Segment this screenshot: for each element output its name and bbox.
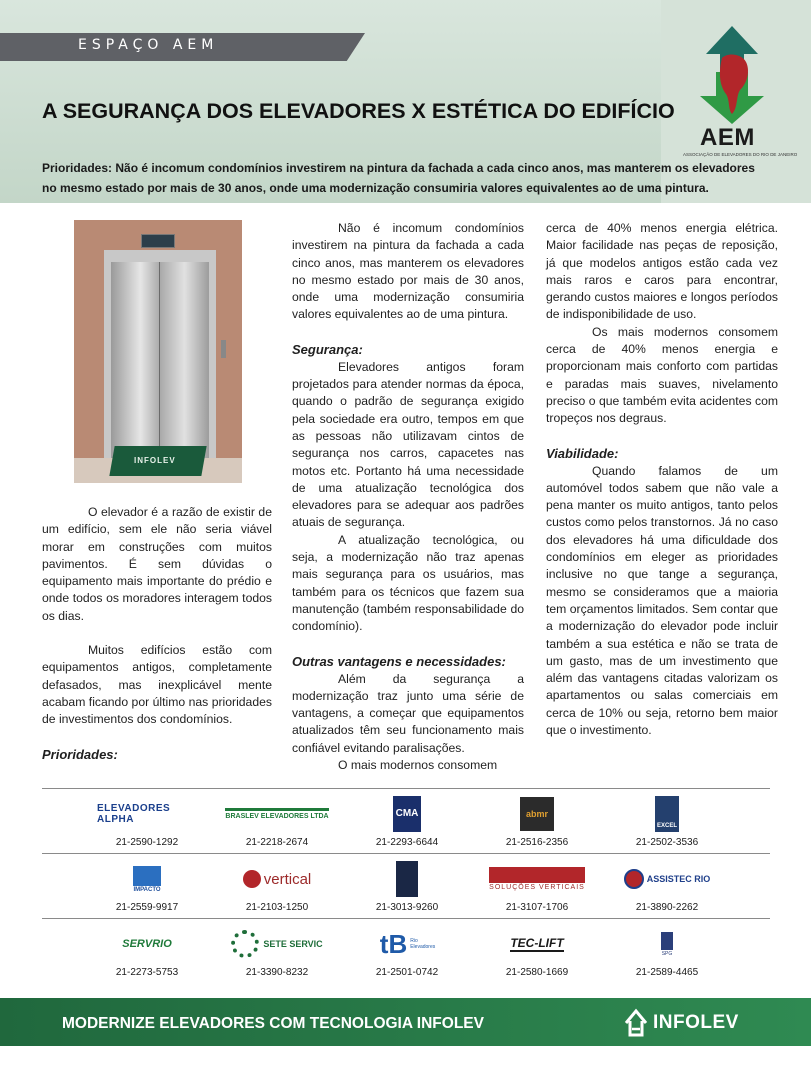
paragraph: Os mais modernos consomem cerca de 40% menos energia e proporcionam mais conforto com partidas e paradas mais suaves, nivelamento preciso o que também evita acidentes com tropeços nos degraus. — [546, 324, 778, 426]
heading-outras-vantagens: Outras vantagens e necessidades: — [292, 653, 506, 669]
company-phone: 21-2580-1669 — [505, 967, 569, 978]
paragraph: Quando falamos de um automóvel todos sabem que não vale a pena manter os muito antigos, tanto pelos custos como pelos transtornos. Já no caso dos elevadores há uma dificuldade dos condomínios em eleger as prioridades inclusive no que tange a segurança, mesmo se consideramos que a maioria tem orçamentos limitados. Sem contar que a modernização do elevador pode incluir também a sua estética e não se trata de um gasto, mas de um investimento que além das vantagens citadas valorizam os apartamentos ou salas comerciais em cerca de 10% ou seja, retorno bem maior que o investimento. — [546, 463, 778, 738]
call-button-panel — [221, 340, 226, 358]
paragraph: Não é incomum condomínios investirem na pintura da fachada a cada cinco anos, mas manterem os elevadores no mesmo estado por mais de 30 anos, onde uma modernização consumiria valores equivalentes ao de uma pintura. — [292, 221, 524, 322]
company-phone: 21-2218-2674 — [245, 837, 309, 848]
company-phone: 21-2502-3536 — [635, 837, 699, 848]
paragraph: Muitos edifícios estão com equipamentos antigos, completamente defasados, mas inexplicável mente acabam ficando por último nas prioridades de investimentos dos condomínios. — [42, 643, 272, 727]
company-phone: 21-2293-6644 — [375, 837, 439, 848]
company-row — [42, 855, 770, 917]
column-3 — [546, 220, 778, 739]
tec-lift-logo-icon: TEC-LIFT — [510, 936, 564, 950]
vertical-logo-icon: vertical — [227, 859, 327, 899]
company-dark-logo — [342, 855, 472, 917]
abmr-logo-icon: abmr — [487, 794, 587, 834]
paragraph: Além da segurança a modernização traz junto uma série de vantagens, a começar que equipamentos atualizados têm seu funcionamento mais confiável evitando paralisações. — [292, 671, 524, 755]
company-sete-servic — [212, 920, 342, 982]
section-label: ESPAÇO AEM — [78, 37, 219, 53]
article-lead: Prioridades: Não é incomum condomínios investirem na pintura da fachada a cada cinco anos, mas manterem os elevadores no mesmo estado por mais de 30 anos, onde uma modernização consumiria valores equivalentes ao de uma pintura. — [42, 161, 755, 195]
company-excel — [602, 790, 732, 852]
company-abmr — [472, 790, 602, 852]
cma-logo-icon: CMA — [357, 794, 457, 834]
solucoes-verticais-logo-icon: SOLUÇÕES VERTICAIS — [487, 859, 587, 899]
company-assistec — [602, 855, 732, 917]
company-phone: 21-2103-1250 — [245, 902, 309, 913]
elevator-photo — [74, 220, 242, 483]
floor-display — [141, 234, 175, 248]
paragraph: A atualização tecnológica, ou seja, a modernização não traz apenas mais segurança para os usuários, mas também para os técnicos que fazem sua manutenção (também responsabilidade do condomínio). — [292, 532, 524, 634]
company-cma — [342, 790, 472, 852]
company-servrio — [82, 920, 212, 982]
elevator-door-seam — [159, 262, 160, 462]
company-phone: 21-2589-4465 — [635, 967, 699, 978]
impacto-logo-icon: IMPACTO — [97, 859, 197, 899]
company-braslev — [212, 790, 342, 852]
assistec-logo-icon: ASSISTEC RIO — [617, 859, 717, 899]
company-row — [42, 790, 770, 852]
spg-logo-icon: SPG — [617, 924, 717, 964]
braslev-logo-icon: BRASLEV ELEVADORES LTDA — [227, 794, 327, 834]
company-phone: 21-2516-2356 — [505, 837, 569, 848]
divider — [42, 853, 770, 854]
company-phone: 21-3013-9260 — [375, 902, 439, 913]
company-tec-lift — [472, 920, 602, 982]
aem-logo-subtitle: ASSOCIAÇÃO DE ELEVADORES DO RIO DE JANEIRO — [683, 152, 798, 157]
company-vertical — [212, 855, 342, 917]
sete-servic-logo-icon: SETE SERVIC — [227, 924, 327, 964]
company-phone: 21-2501-0742 — [375, 967, 439, 978]
company-phone: 21-3107-1706 — [505, 902, 569, 913]
aem-logo-text: AEM — [700, 124, 755, 151]
company-phone: 21-3890-2262 — [635, 902, 699, 913]
company-alpha — [82, 790, 212, 852]
floor-mat-label: INFOLEV — [134, 456, 176, 465]
elevator-door — [111, 262, 209, 462]
heading-viabilidade: Viabilidade: — [546, 445, 619, 461]
paragraph: Elevadores antigos foram projetados para atender normas da época, quando o padrão de segurança exigido pela sociedade era outro, tempos em que as pessoas não utilizavam cintos de segurança nos carros, capacetes nas motos etc. Portanto há uma necessidade de uma atualização tecnológica dos elevadores para se adequar aos padrões atuais de segurança. — [292, 359, 524, 530]
article-title: A SEGURANÇA DOS ELEVADORES X ESTÉTICA DO EDIFÍCIO — [42, 99, 675, 123]
footer-slogan: MODERNIZE ELEVADORES COM TECNOLOGIA INFOLEV — [62, 1015, 484, 1032]
company-row — [42, 920, 770, 982]
heading-prioridades: Prioridades: — [42, 746, 118, 762]
company-phone: 21-3390-8232 — [245, 967, 309, 978]
column-2 — [292, 220, 524, 774]
company-solucoes-verticais — [472, 855, 602, 917]
company-phone: 21-2559-9917 — [115, 902, 179, 913]
column-1 — [42, 504, 272, 764]
heading-seguranca: Segurança: — [292, 341, 363, 357]
divider — [42, 788, 770, 789]
footer-brand: INFOLEV — [653, 1012, 739, 1033]
paragraph: cerca de 40% menos energia elétrica. Maior facilidade nas peças de reposição, já que modelos antigos estão cada vez mais raros e caros para encontrar, gerando custos maiores e longos períodos de indisponibilidade de uso. — [546, 221, 778, 322]
servrio-logo-icon: SERVRIO — [122, 938, 172, 950]
paragraph: O mais modernos consomem — [338, 758, 498, 773]
alpha-logo-icon: ELEVADORES ALPHA — [97, 803, 171, 825]
excel-logo-icon: EXCEL — [617, 794, 717, 834]
company-spg — [602, 920, 732, 982]
company-phone: 21-2590-1292 — [115, 837, 179, 848]
dark-logo-icon — [357, 859, 457, 899]
paragraph: O elevador é a razão de existir de um edifício, sem ele não seria viável morar em construções com muitos pavimentos. É sem dúvidas o equipamento mais importante do prédio e onde todos os moradores interagem todos os dias. — [42, 505, 272, 623]
company-rio-elevadores — [342, 920, 472, 982]
company-impacto — [82, 855, 212, 917]
rio-elevadores-logo-icon: tB Rio Elevadores — [379, 928, 436, 959]
company-phone: 21-2273-5753 — [115, 967, 179, 978]
divider — [42, 918, 770, 919]
